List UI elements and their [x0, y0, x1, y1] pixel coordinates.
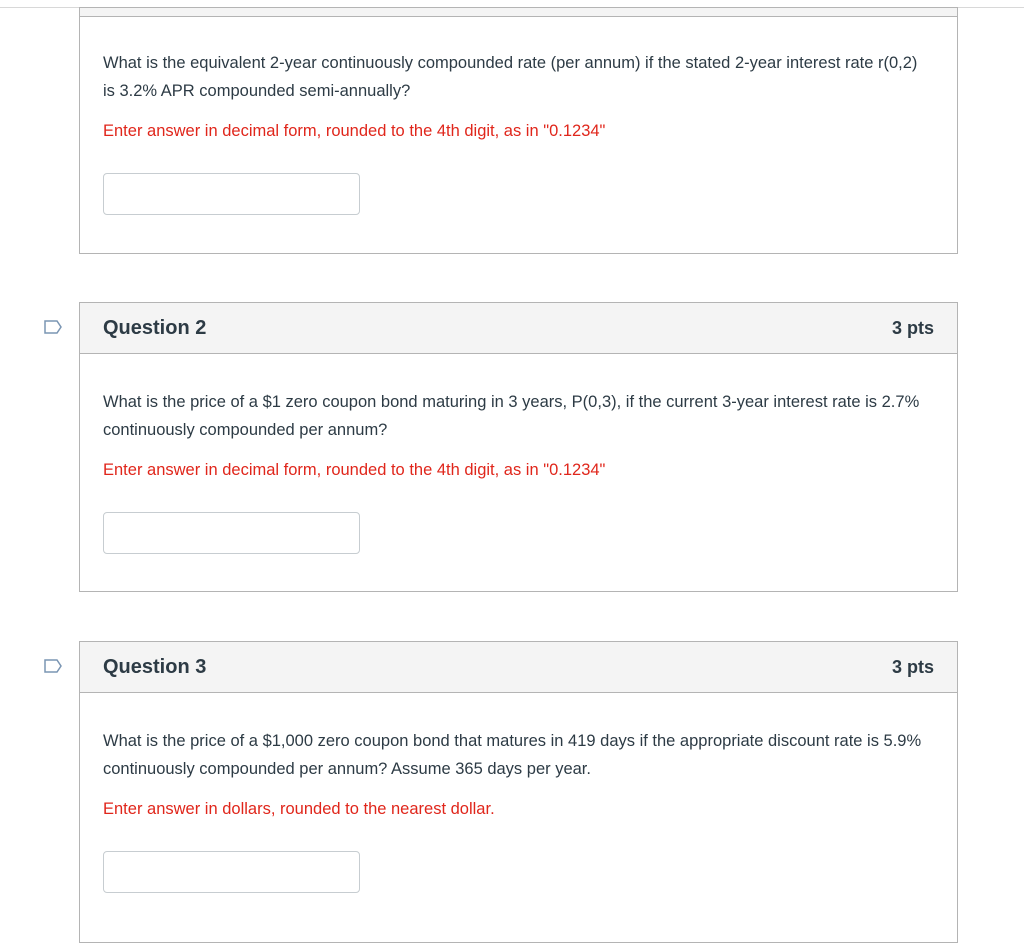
flag-question-icon[interactable] — [44, 659, 62, 673]
question-text: What is the price of a $1 zero coupon bond maturing in 3 years, P(0,3), if the current 3-year interest rate is 2.7% continuously compounded per annum? — [103, 393, 920, 439]
question-2 — [79, 302, 958, 592]
question-3 — [79, 641, 958, 943]
answer-input[interactable] — [103, 851, 360, 893]
question-1 — [79, 7, 958, 254]
answer-input[interactable] — [103, 512, 360, 554]
flag-question-icon[interactable] — [44, 320, 62, 334]
question-header — [80, 303, 957, 354]
question-points: 3 pts — [891, 317, 934, 338]
question-points: 3 pts — [891, 656, 934, 677]
answer-hint: Enter answer in decimal form, rounded to the 4th digit, as in "0.1234" — [103, 122, 606, 140]
question-text: What is the price of a $1,000 zero coupon bond that matures in 419 days if the appropriate discount rate is 5.9% continuously compounded per annum? Assume 365 days per year. — [103, 732, 922, 778]
answer-hint: Enter answer in decimal form, rounded to the 4th digit, as in "0.1234" — [103, 461, 606, 479]
question-title: Question 3 — [103, 655, 207, 678]
question-header — [80, 642, 957, 693]
question-text: What is the equivalent 2-year continuously compounded rate (per annum) if the stated 2-year interest rate r(0,2) is 3.2% APR compounded semi-annually? — [103, 54, 918, 100]
question-title: Question 2 — [103, 316, 207, 339]
question-1-header — [80, 8, 957, 17]
answer-input[interactable] — [103, 173, 360, 215]
answer-hint: Enter answer in dollars, rounded to the nearest dollar. — [103, 800, 495, 818]
